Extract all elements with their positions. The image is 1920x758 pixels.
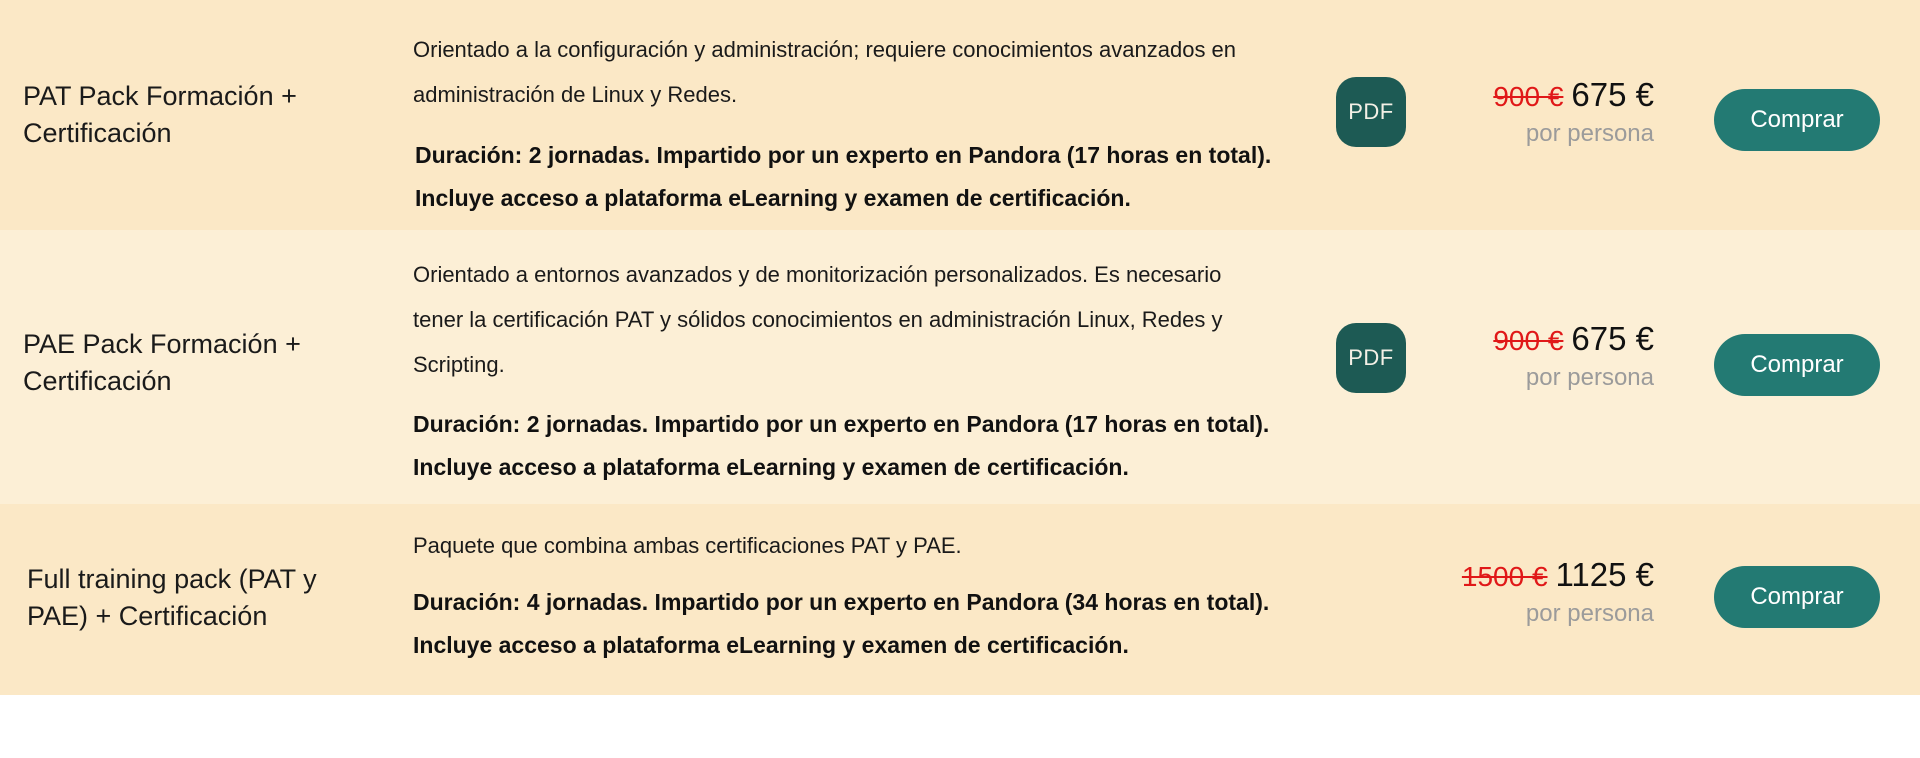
price-block [1374, 320, 1654, 392]
price-per-person: por persona [1525, 364, 1654, 391]
pack-duration: Duración: 2 jornadas. Impartido por un experto en Pandora (17 horas en total). Incluye acceso a plataforma eLearning y examen de certificación. [413, 411, 1270, 480]
pdf-icon[interactable]: PDF [1336, 323, 1406, 393]
pack-description [413, 523, 1273, 667]
pack-name: PAT Pack Formación + Certificación [23, 81, 297, 148]
pack-intro: Orientado a la configuración y administración; requiere conocimientos avanzados en administración de Linux y Redes. [413, 37, 1237, 107]
new-price: 675 € [1571, 320, 1654, 357]
buy-button[interactable]: Comprar [1714, 334, 1880, 396]
price-block [1374, 556, 1654, 628]
price-per-person: por persona [1525, 600, 1654, 627]
pack-name: PAE Pack Formación + Certificación [23, 329, 301, 396]
pricing-row [0, 504, 1920, 695]
pdf-icon[interactable]: PDF [1336, 77, 1406, 147]
pack-name: Full training pack (PAT y PAE) + Certificación [27, 564, 317, 631]
pricing-row [0, 230, 1920, 504]
pack-duration: Duración: 4 jornadas. Impartido por un experto en Pandora (34 horas en total). Incluye acceso a plataforma eLearning y examen de certificación. [413, 589, 1270, 658]
price-block [1374, 76, 1654, 148]
pack-description [413, 27, 1273, 220]
new-price: 1125 € [1555, 556, 1654, 593]
pack-description [413, 252, 1273, 489]
pack-intro: Paquete que combina ambas certificaciones PAT y PAE. [413, 533, 962, 558]
pricing-row [0, 0, 1920, 230]
buy-button[interactable]: Comprar [1714, 89, 1880, 151]
price-per-person: por persona [1525, 120, 1654, 147]
new-price: 675 € [1571, 76, 1654, 113]
pack-intro: Orientado a entornos avanzados y de monitorización personalizados. Es necesario tener la certificación PAT y sólidos conocimientos en administración Linux, Redes y Scripting. [413, 262, 1223, 377]
old-price: 1500 € [1461, 561, 1548, 592]
old-price: 900 € [1493, 81, 1564, 112]
pack-duration: Duración: 2 jornadas. Impartido por un experto en Pandora (17 horas en total). Incluye acceso a plataforma eLearning y examen de certificación. [415, 142, 1272, 211]
buy-button[interactable]: Comprar [1714, 566, 1880, 628]
old-price: 900 € [1493, 325, 1564, 356]
